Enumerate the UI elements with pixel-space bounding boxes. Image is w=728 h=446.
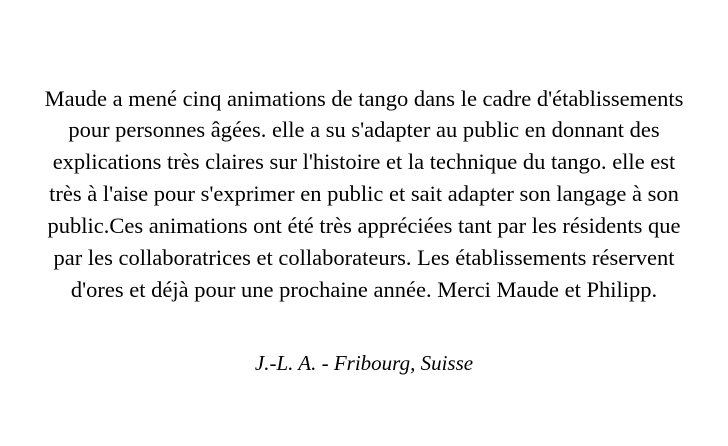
testimonial-text: Maude a mené cinq animations de tango dans le cadre d'établissements pour personnes âgées. elle a su s'adapter au public en donnant des explications très claires sur l'histoire et la technique du tango. elle est très à l'aise pour s'exprimer en public et sait adapter son langage à son public.Ces animations ont été très appréciées tant par les résidents que par les collaboratrices et collaborateurs. Les établissements réservent d'ores et déjà pour une prochaine année. Merci Maude et Philipp. — [44, 85, 684, 303]
testimonial-attribution: J.-L. A. - Fribourg, Suisse — [254, 350, 474, 375]
